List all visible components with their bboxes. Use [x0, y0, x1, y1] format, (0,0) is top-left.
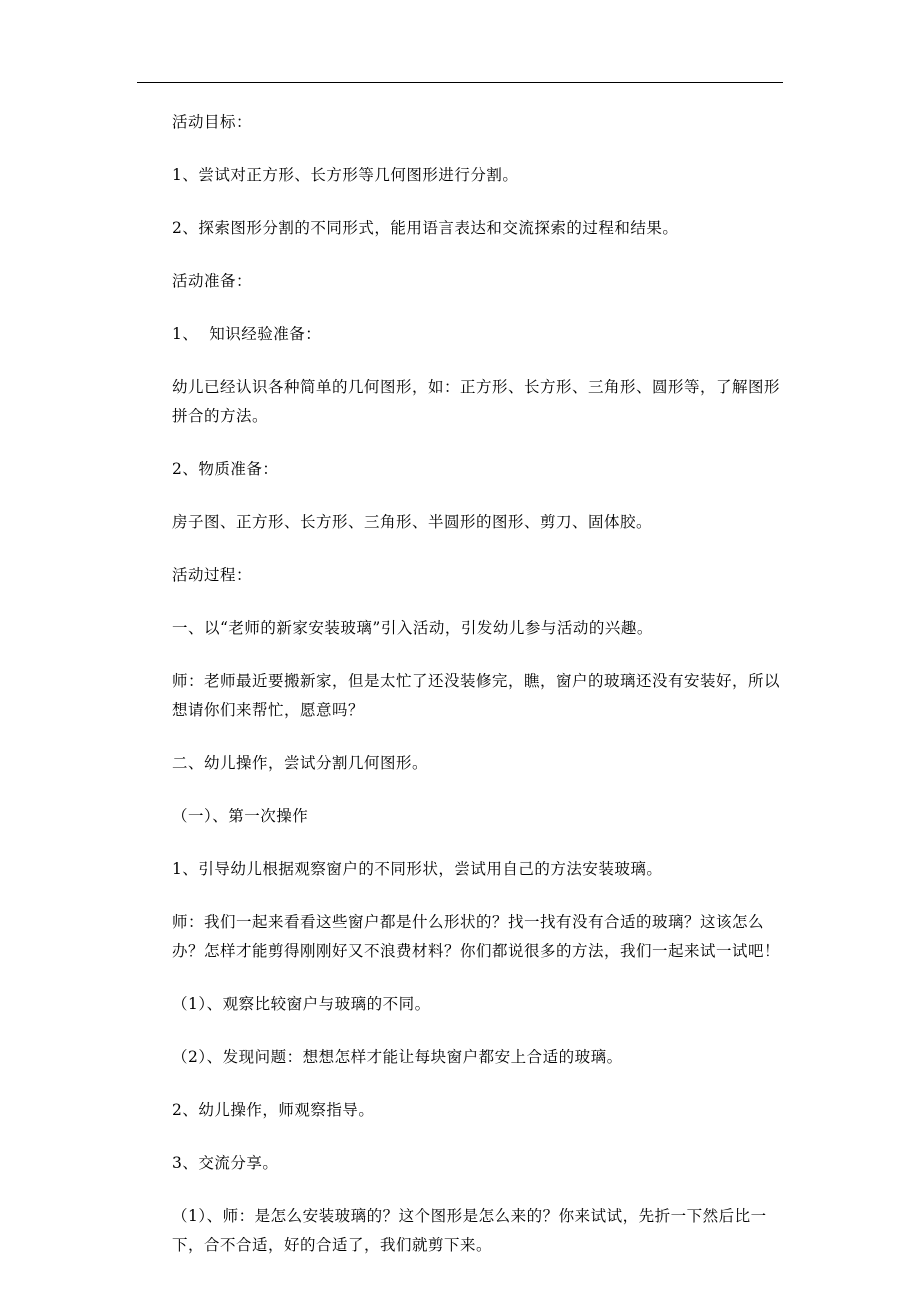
step-2-a-1-body: 师：我们一起来看看这些窗户都是什么形状的？找一找有没有合适的玻璃？这该怎么办？怎样才能剪得刚刚好又不浪费材料？你们都说很多的方法，我们一起来试一试吧！ [172, 913, 781, 960]
step-2-a-3-i: （1）、师：是怎么安装玻璃的？这个图形是怎么来的？你来试试，先折一下然后比一下，合不合适，好的合适了，我们就剪下来。 [172, 1207, 767, 1254]
goal-item-2: 2、探索图形分割的不同形式，能用语言表达和交流探索的过程和结果。 [172, 219, 679, 237]
goal-item-1: 1、尝试对正方形、长方形等几何图形进行分割。 [172, 166, 519, 184]
prep-item-2-body: 房子图、正方形、长方形、三角形、半圆形的图形、剪刀、固体胶。 [172, 513, 653, 531]
step-1: 一、以“老师的新家安装玻璃”引入活动，引发幼儿参与活动的兴趣。 [172, 619, 653, 637]
header-rule [137, 82, 783, 83]
step-2-a-3: 3、交流分享。 [172, 1154, 279, 1172]
prep-item-1: 1、 知识经验准备： [172, 325, 322, 343]
goal-heading: 活动目标： [172, 113, 253, 131]
prep-item-2: 2、物质准备： [172, 460, 279, 478]
step-2-a-1-i: （1）、观察比较窗户与玻璃的不同。 [172, 995, 431, 1013]
prep-heading: 活动准备： [172, 272, 253, 290]
step-2-a-1-ii: （2）、发现问题：想想怎样才能让每块窗户都安上合适的玻璃。 [172, 1048, 623, 1066]
step-2-a-1: 1、引导幼儿根据观察窗户的不同形状，尝试用自己的方法安装玻璃。 [172, 860, 663, 878]
step-2-a: （一）、第一次操作 [172, 807, 309, 825]
process-heading: 活动过程： [172, 566, 253, 584]
prep-item-1-body: 幼儿已经认识各种简单的几何图形，如：正方形、长方形、三角形、圆形等，了解图形拼合的方法。 [172, 378, 781, 425]
document-body [172, 108, 784, 1260]
step-2: 二、幼儿操作，尝试分割几何图形。 [172, 754, 429, 772]
step-1-body: 师：老师最近要搬新家，但是太忙了还没装修完，瞧，窗户的玻璃还没有安装好，所以想请你们来帮忙，愿意吗？ [172, 672, 781, 719]
step-2-a-2: 2、幼儿操作，师观察指导。 [172, 1101, 375, 1119]
